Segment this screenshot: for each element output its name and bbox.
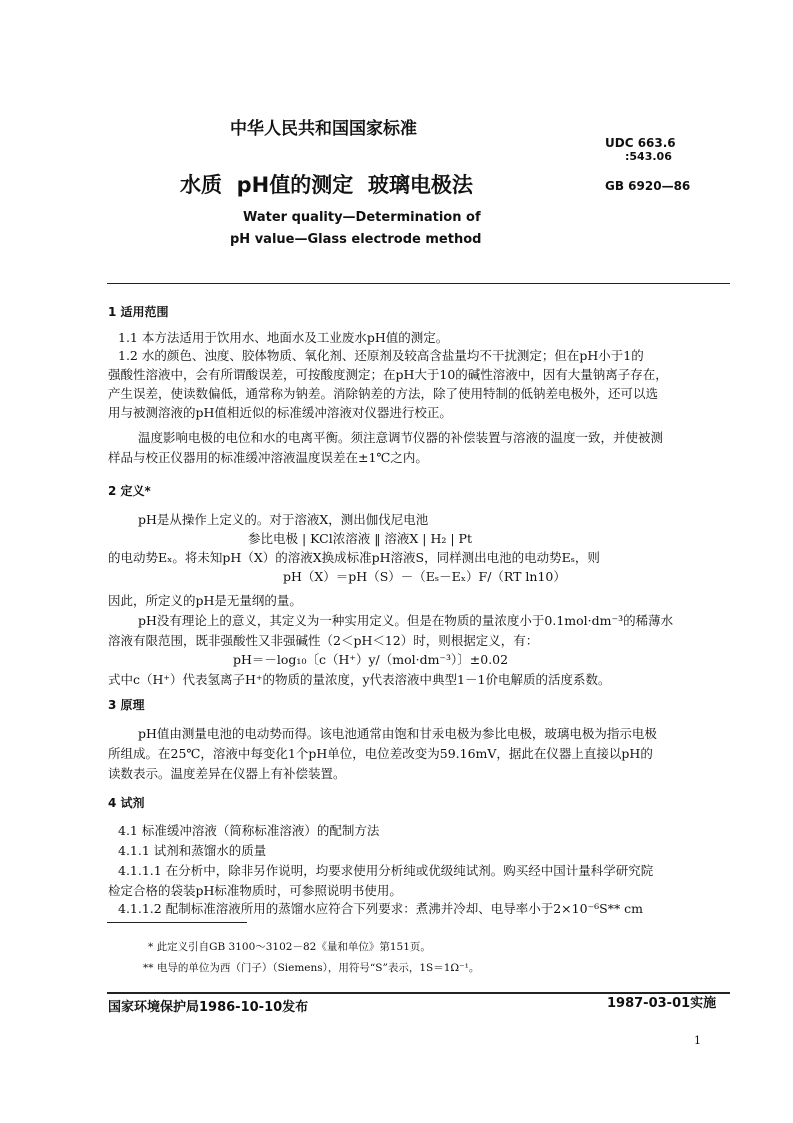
para-line: 的电动势Eₓ。将未知pH（X）的溶液X换成标准pH溶液S，同样测出电池的电动势Eₛ，则 <box>108 550 600 565</box>
udc-number: UDC 663.6 <box>605 136 676 150</box>
para-line: 因此，所定义的pH是无量纲的量。 <box>108 593 302 608</box>
para-4-1-1-1: 4.1.1.1 在分析中，除非另作说明，均要求使用分析纯或优级纯试剂。购买经中国计量科学研究院 <box>118 863 654 878</box>
para-line: 所组成。在25℃，溶液中每变化1个pH单位，电位差改变为59.16mV，据此在仪器上直接以pH的 <box>108 746 653 761</box>
formula-ph: pH（X）＝pH（S）－（Eₛ－Eₓ）F/（RT ln10） <box>283 569 566 584</box>
formula-ph-log: pH＝－log₁₀〔c（H⁺）y/（mol·dm⁻³）〕±0.02 <box>233 652 509 667</box>
para-line: 样品与校正仪器用的标准缓冲溶液温度误差在±1℃之内。 <box>108 450 428 465</box>
section-3-heading: 3 原理 <box>108 698 145 712</box>
national-standard-heading: 中华人民共和国国家标准 <box>230 119 417 139</box>
para-line: 温度影响电极的电位和水的电离平衡。须注意调节仪器的补偿装置与溶液的温度一致，并使被测 <box>138 430 664 445</box>
para-line: pH是从操作上定义的。对于溶液X，测出伽伐尼电池 <box>138 512 429 527</box>
para-1-2: 1.2 水的颜色、浊度、胶体物质、氧化剂、还原剂及较高含盐量均不干扰测定；但在pH小于1的 <box>118 348 644 363</box>
udc-number-2: :543.06 <box>625 150 672 163</box>
footer-divider <box>107 992 730 994</box>
document-title: 水质 pH值的测定 玻璃电极法 <box>180 173 473 197</box>
effective-date: 1987-03-01实施 <box>607 996 717 1011</box>
formula-cell: 参比电极 | KCl浓溶液 ‖ 溶液X | H₂ | Pt <box>248 531 472 546</box>
para-4-1-1-2: 4.1.1.2 配制标准溶液所用的蒸馏水应符合下列要求：煮沸并冷却、电导率小于2×10⁻⁶S** cm <box>118 901 644 916</box>
para-line: 用与被测溶液的pH值相近似的标准缓冲溶液对仪器进行校正。 <box>108 405 452 420</box>
footnote-1: * 此定义引自GB 3100～3102－82《量和单位》第151页。 <box>148 941 431 953</box>
para-line: 式中c（H⁺）代表氢离子H⁺的物质的量浓度，y代表溶液中典型1－1价电解质的活度系数。 <box>108 672 611 687</box>
para-line: pH值由测量电池的电动势而得。该电池通常由饱和甘汞电极为参比电极，玻璃电极为指示电极 <box>138 726 657 741</box>
header-divider <box>107 283 730 284</box>
para-line: 强酸性溶液中，会有所谓酸误差，可按酸度测定；在pH大于10的碱性溶液中，因有大量钠离子存在， <box>108 367 668 382</box>
footnote-2: ** 电导的单位为西（门子）（Siemens），用符号“S”表示，1S＝1Ω⁻¹。 <box>143 962 480 974</box>
issued-by: 国家环境保护局1986-10-10发布 <box>108 1000 309 1015</box>
para-4-1-1: 4.1.1 试剂和蒸馏水的质量 <box>118 843 267 858</box>
para-line: 溶液有限范围，既非强酸性又非强碱性（2＜pH＜12）时，则根据定义，有： <box>108 633 539 648</box>
para-line: pH没有理论上的意义，其定义为一种实用定义。但是在物质的量浓度小于0.1mol·dm⁻³的稀薄水 <box>138 613 674 628</box>
english-title-line-1: Water quality—Determination of <box>243 210 481 225</box>
footnote-divider <box>107 922 247 923</box>
para-line: 读数表示。温度差异在仪器上有补偿装置。 <box>108 766 346 781</box>
section-1-heading: 1 适用范围 <box>108 305 169 319</box>
section-2-heading: 2 定义* <box>108 484 151 498</box>
page-number: 1 <box>694 1034 701 1047</box>
standard-number: GB 6920—86 <box>605 179 691 193</box>
section-4-heading: 4 试剂 <box>108 796 145 810</box>
english-title-line-2: pH value—Glass electrode method <box>230 232 482 247</box>
para-1-1: 1.1 本方法适用于饮用水、地面水及工业废水pH值的测定。 <box>118 330 449 345</box>
para-line: 检定合格的袋装pH标准物质时，可参照说明书使用。 <box>108 883 402 898</box>
para-line: 产生误差，使读数偏低，通常称为钠差。消除钠差的方法，除了使用特制的低钠差电极外，还可以选 <box>108 386 659 401</box>
para-4-1: 4.1 标准缓冲溶液（简称标准溶液）的配制方法 <box>118 823 380 838</box>
